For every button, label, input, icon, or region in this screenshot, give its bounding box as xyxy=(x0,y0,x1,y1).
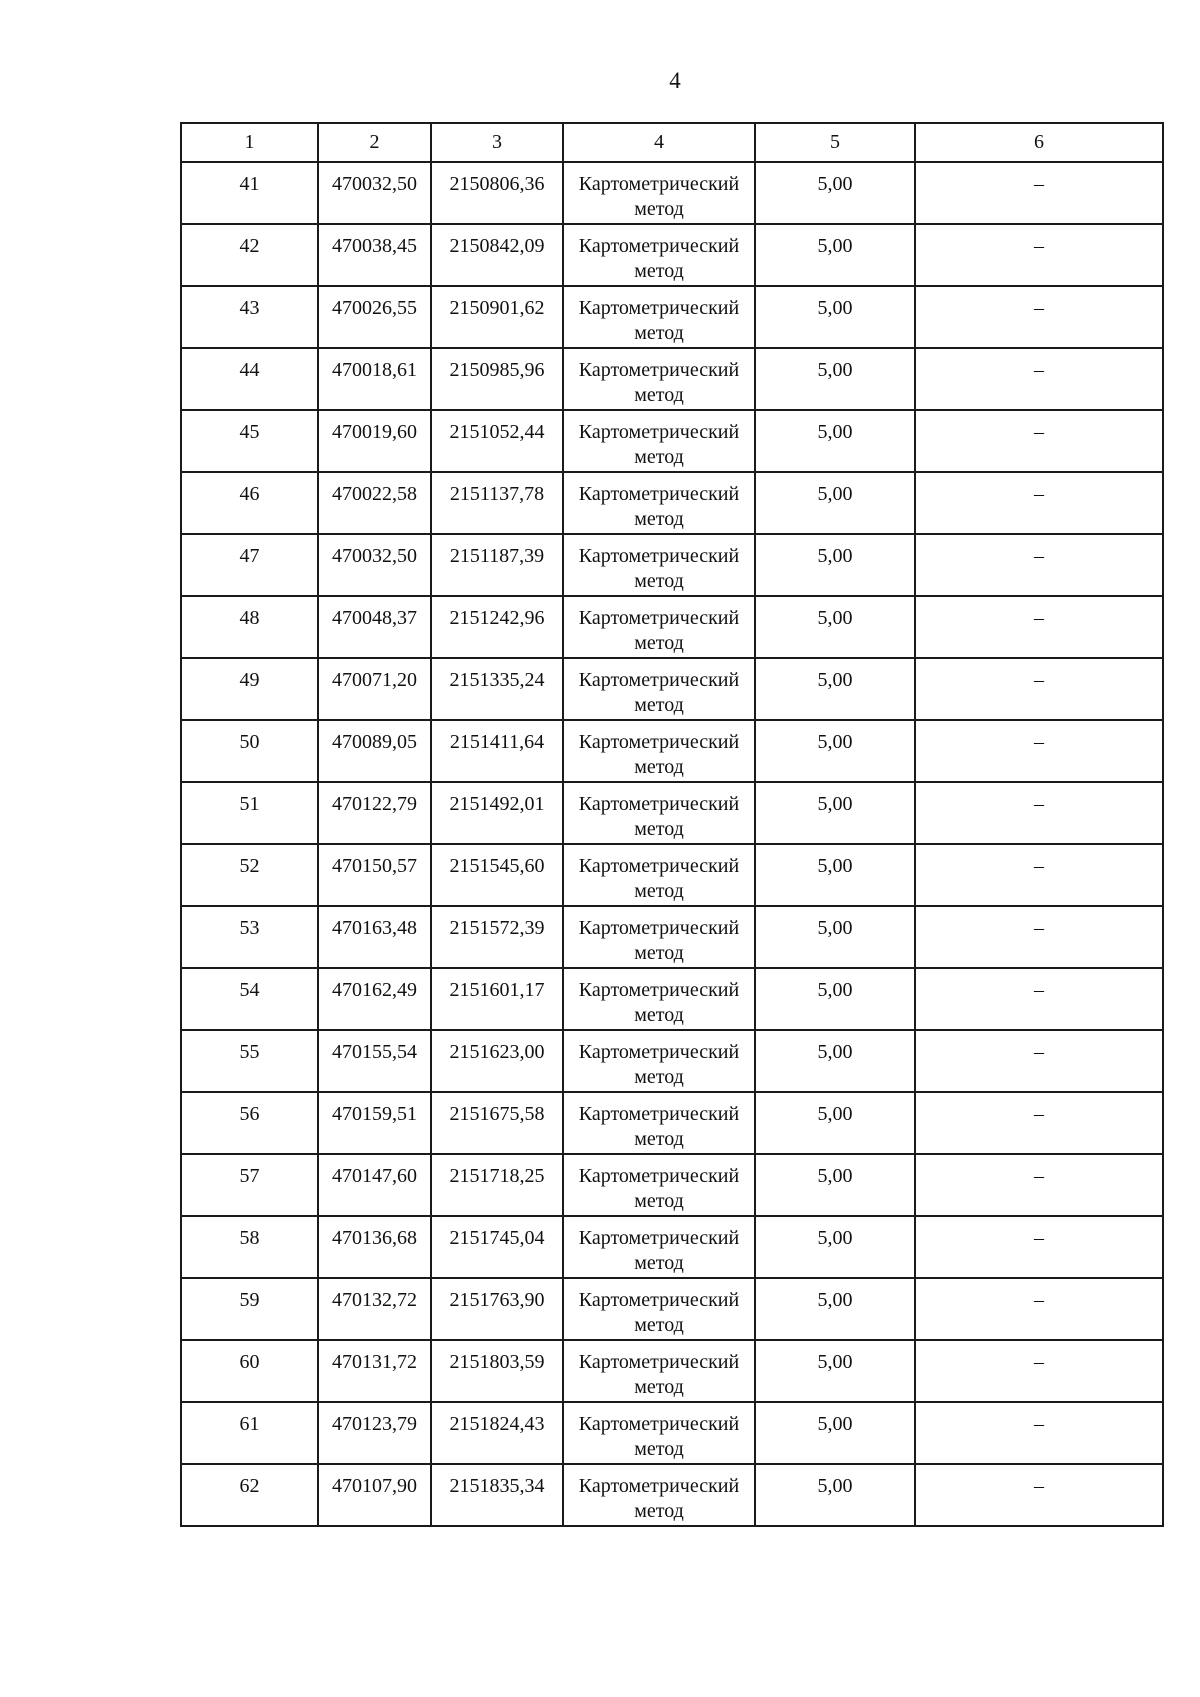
table-row xyxy=(181,224,1163,286)
header-col-6: 6 xyxy=(915,123,1163,162)
table-row xyxy=(181,1092,1163,1154)
y-coordinate-cell: 2150985,96 xyxy=(431,348,563,410)
note-cell: – xyxy=(915,1216,1163,1278)
accuracy-cell: 5,00 xyxy=(755,658,915,720)
point-number-cell: 44 xyxy=(181,348,318,410)
table-row xyxy=(181,1402,1163,1464)
point-number-cell: 50 xyxy=(181,720,318,782)
y-coordinate-cell: 2151803,59 xyxy=(431,1340,563,1402)
header-col-3: 3 xyxy=(431,123,563,162)
note-cell: – xyxy=(915,1154,1163,1216)
note-cell: – xyxy=(915,844,1163,906)
note-cell: – xyxy=(915,658,1163,720)
x-coordinate-cell: 470019,60 xyxy=(318,410,431,472)
y-coordinate-cell: 2151052,44 xyxy=(431,410,563,472)
point-number-cell: 48 xyxy=(181,596,318,658)
accuracy-cell: 5,00 xyxy=(755,534,915,596)
y-coordinate-cell: 2151675,58 xyxy=(431,1092,563,1154)
note-cell: – xyxy=(915,410,1163,472)
table-row xyxy=(181,1340,1163,1402)
x-coordinate-cell: 470048,37 xyxy=(318,596,431,658)
accuracy-cell: 5,00 xyxy=(755,1402,915,1464)
point-number-cell: 60 xyxy=(181,1340,318,1402)
point-number-cell: 55 xyxy=(181,1030,318,1092)
header-col-5: 5 xyxy=(755,123,915,162)
header-col-2: 2 xyxy=(318,123,431,162)
table-row xyxy=(181,1278,1163,1340)
method-cell: Картометрический метод xyxy=(563,410,755,472)
method-cell: Картометрический метод xyxy=(563,286,755,348)
x-coordinate-cell: 470032,50 xyxy=(318,162,431,224)
note-cell: – xyxy=(915,720,1163,782)
table-row xyxy=(181,844,1163,906)
x-coordinate-cell: 470163,48 xyxy=(318,906,431,968)
method-cell: Картометрический метод xyxy=(563,162,755,224)
method-cell: Картометрический метод xyxy=(563,906,755,968)
note-cell: – xyxy=(915,596,1163,658)
y-coordinate-cell: 2151411,64 xyxy=(431,720,563,782)
y-coordinate-cell: 2151763,90 xyxy=(431,1278,563,1340)
x-coordinate-cell: 470071,20 xyxy=(318,658,431,720)
header-col-4: 4 xyxy=(563,123,755,162)
note-cell: – xyxy=(915,1092,1163,1154)
point-number-cell: 49 xyxy=(181,658,318,720)
x-coordinate-cell: 470018,61 xyxy=(318,348,431,410)
accuracy-cell: 5,00 xyxy=(755,162,915,224)
accuracy-cell: 5,00 xyxy=(755,1092,915,1154)
note-cell: – xyxy=(915,782,1163,844)
table-row xyxy=(181,658,1163,720)
y-coordinate-cell: 2151745,04 xyxy=(431,1216,563,1278)
point-number-cell: 59 xyxy=(181,1278,318,1340)
method-cell: Картометрический метод xyxy=(563,1216,755,1278)
table-row xyxy=(181,1216,1163,1278)
method-cell: Картометрический метод xyxy=(563,1030,755,1092)
method-cell: Картометрический метод xyxy=(563,348,755,410)
x-coordinate-cell: 470022,58 xyxy=(318,472,431,534)
accuracy-cell: 5,00 xyxy=(755,906,915,968)
x-coordinate-cell: 470131,72 xyxy=(318,1340,431,1402)
note-cell: – xyxy=(915,1402,1163,1464)
table-row xyxy=(181,1030,1163,1092)
point-number-cell: 43 xyxy=(181,286,318,348)
x-coordinate-cell: 470155,54 xyxy=(318,1030,431,1092)
table-row xyxy=(181,1154,1163,1216)
accuracy-cell: 5,00 xyxy=(755,1216,915,1278)
note-cell: – xyxy=(915,224,1163,286)
y-coordinate-cell: 2151835,34 xyxy=(431,1464,563,1526)
y-coordinate-cell: 2151187,39 xyxy=(431,534,563,596)
table-row xyxy=(181,348,1163,410)
note-cell: – xyxy=(915,348,1163,410)
point-number-cell: 41 xyxy=(181,162,318,224)
accuracy-cell: 5,00 xyxy=(755,1154,915,1216)
method-cell: Картометрический метод xyxy=(563,1340,755,1402)
x-coordinate-cell: 470038,45 xyxy=(318,224,431,286)
point-number-cell: 62 xyxy=(181,1464,318,1526)
point-number-cell: 46 xyxy=(181,472,318,534)
note-cell: – xyxy=(915,1030,1163,1092)
accuracy-cell: 5,00 xyxy=(755,1464,915,1526)
table-row xyxy=(181,286,1163,348)
method-cell: Картометрический метод xyxy=(563,782,755,844)
accuracy-cell: 5,00 xyxy=(755,968,915,1030)
accuracy-cell: 5,00 xyxy=(755,1030,915,1092)
note-cell: – xyxy=(915,968,1163,1030)
x-coordinate-cell: 470122,79 xyxy=(318,782,431,844)
accuracy-cell: 5,00 xyxy=(755,720,915,782)
method-cell: Картометрический метод xyxy=(563,534,755,596)
point-number-cell: 61 xyxy=(181,1402,318,1464)
point-number-cell: 47 xyxy=(181,534,318,596)
y-coordinate-cell: 2150901,62 xyxy=(431,286,563,348)
accuracy-cell: 5,00 xyxy=(755,782,915,844)
x-coordinate-cell: 470026,55 xyxy=(318,286,431,348)
table-row xyxy=(181,1464,1163,1526)
x-coordinate-cell: 470147,60 xyxy=(318,1154,431,1216)
note-cell: – xyxy=(915,472,1163,534)
accuracy-cell: 5,00 xyxy=(755,348,915,410)
x-coordinate-cell: 470159,51 xyxy=(318,1092,431,1154)
note-cell: – xyxy=(915,1464,1163,1526)
method-cell: Картометрический метод xyxy=(563,472,755,534)
method-cell: Картометрический метод xyxy=(563,596,755,658)
table-row xyxy=(181,472,1163,534)
x-coordinate-cell: 470089,05 xyxy=(318,720,431,782)
point-number-cell: 54 xyxy=(181,968,318,1030)
point-number-cell: 42 xyxy=(181,224,318,286)
y-coordinate-cell: 2151335,24 xyxy=(431,658,563,720)
method-cell: Картометрический метод xyxy=(563,1154,755,1216)
x-coordinate-cell: 470123,79 xyxy=(318,1402,431,1464)
accuracy-cell: 5,00 xyxy=(755,224,915,286)
point-number-cell: 57 xyxy=(181,1154,318,1216)
accuracy-cell: 5,00 xyxy=(755,844,915,906)
table-row xyxy=(181,162,1163,224)
method-cell: Картометрический метод xyxy=(563,1464,755,1526)
accuracy-cell: 5,00 xyxy=(755,472,915,534)
method-cell: Картометрический метод xyxy=(563,968,755,1030)
table-row xyxy=(181,596,1163,658)
y-coordinate-cell: 2150806,36 xyxy=(431,162,563,224)
point-number-cell: 51 xyxy=(181,782,318,844)
accuracy-cell: 5,00 xyxy=(755,410,915,472)
accuracy-cell: 5,00 xyxy=(755,596,915,658)
y-coordinate-cell: 2151601,17 xyxy=(431,968,563,1030)
x-coordinate-cell: 470032,50 xyxy=(318,534,431,596)
y-coordinate-cell: 2150842,09 xyxy=(431,224,563,286)
table-header-row xyxy=(181,123,1163,162)
coordinates-table xyxy=(180,122,1164,1527)
note-cell: – xyxy=(915,1340,1163,1402)
x-coordinate-cell: 470107,90 xyxy=(318,1464,431,1526)
point-number-cell: 45 xyxy=(181,410,318,472)
accuracy-cell: 5,00 xyxy=(755,286,915,348)
y-coordinate-cell: 2151824,43 xyxy=(431,1402,563,1464)
note-cell: – xyxy=(915,162,1163,224)
table-row xyxy=(181,410,1163,472)
x-coordinate-cell: 470136,68 xyxy=(318,1216,431,1278)
y-coordinate-cell: 2151623,00 xyxy=(431,1030,563,1092)
y-coordinate-cell: 2151492,01 xyxy=(431,782,563,844)
y-coordinate-cell: 2151137,78 xyxy=(431,472,563,534)
point-number-cell: 58 xyxy=(181,1216,318,1278)
method-cell: Картометрический метод xyxy=(563,224,755,286)
y-coordinate-cell: 2151545,60 xyxy=(431,844,563,906)
table-row xyxy=(181,906,1163,968)
table-row xyxy=(181,782,1163,844)
y-coordinate-cell: 2151718,25 xyxy=(431,1154,563,1216)
method-cell: Картометрический метод xyxy=(563,1092,755,1154)
method-cell: Картометрический метод xyxy=(563,1278,755,1340)
x-coordinate-cell: 470150,57 xyxy=(318,844,431,906)
point-number-cell: 56 xyxy=(181,1092,318,1154)
point-number-cell: 52 xyxy=(181,844,318,906)
accuracy-cell: 5,00 xyxy=(755,1278,915,1340)
x-coordinate-cell: 470132,72 xyxy=(318,1278,431,1340)
method-cell: Картометрический метод xyxy=(563,1402,755,1464)
page-number: 4 xyxy=(669,68,681,93)
header-col-1: 1 xyxy=(181,123,318,162)
method-cell: Картометрический метод xyxy=(563,844,755,906)
point-number-cell: 53 xyxy=(181,906,318,968)
x-coordinate-cell: 470162,49 xyxy=(318,968,431,1030)
note-cell: – xyxy=(915,1278,1163,1340)
accuracy-cell: 5,00 xyxy=(755,1340,915,1402)
y-coordinate-cell: 2151572,39 xyxy=(431,906,563,968)
y-coordinate-cell: 2151242,96 xyxy=(431,596,563,658)
note-cell: – xyxy=(915,534,1163,596)
method-cell: Картометрический метод xyxy=(563,720,755,782)
note-cell: – xyxy=(915,906,1163,968)
note-cell: – xyxy=(915,286,1163,348)
method-cell: Картометрический метод xyxy=(563,658,755,720)
table-row xyxy=(181,534,1163,596)
table-row xyxy=(181,720,1163,782)
table-row xyxy=(181,968,1163,1030)
